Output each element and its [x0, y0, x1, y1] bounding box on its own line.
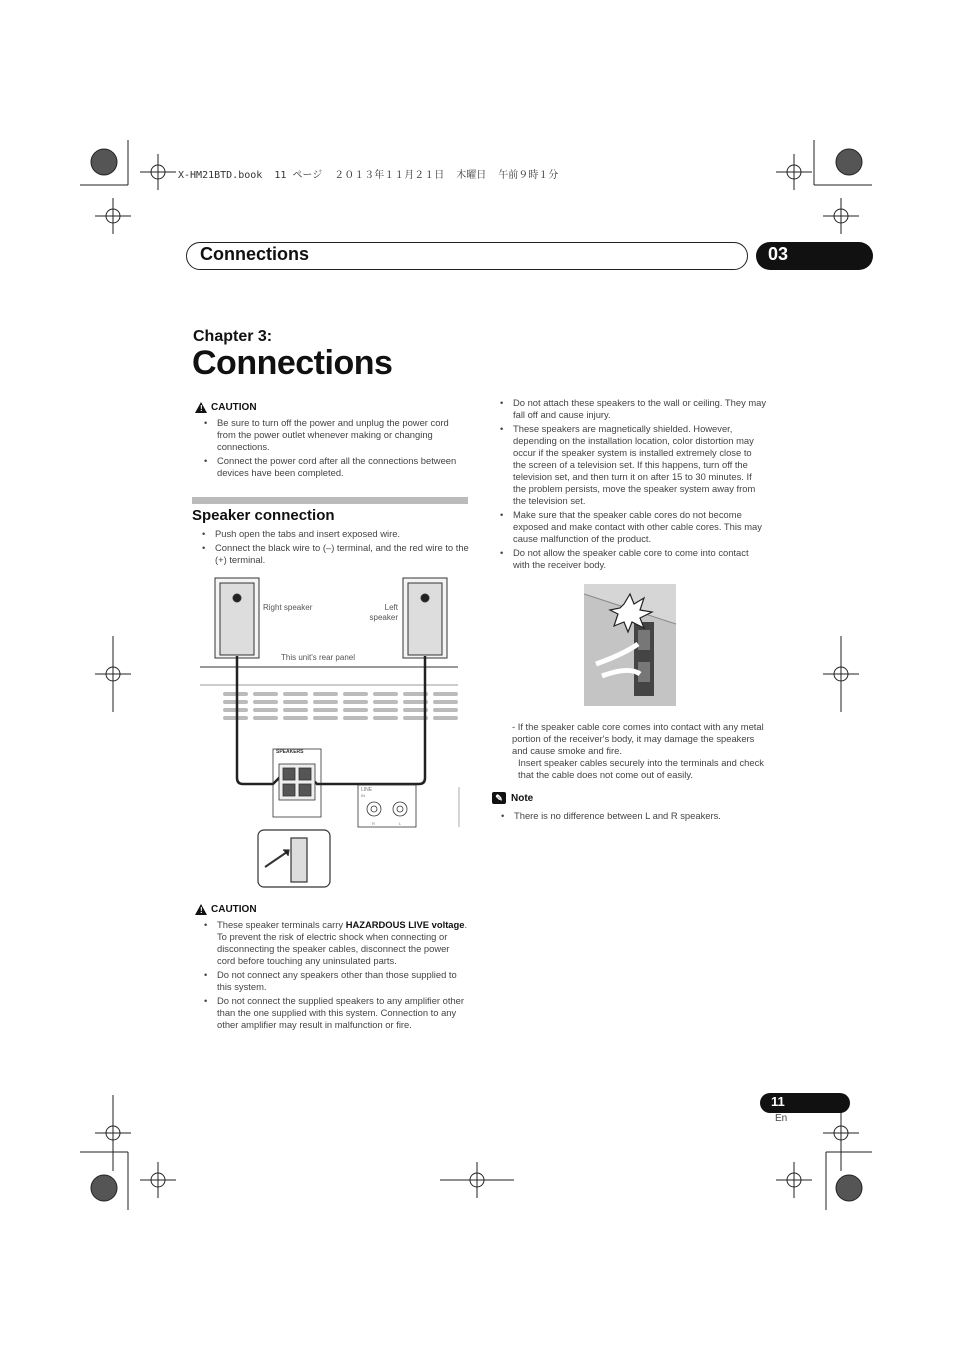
caution-list — [195, 919, 470, 1031]
line-l-label: L — [399, 821, 402, 826]
page-title: Connections — [192, 344, 393, 382]
section-title: Speaker connection — [192, 507, 335, 524]
caution-heading — [195, 904, 470, 915]
caution-label: CAUTION — [211, 402, 257, 413]
list-item: • Do not allow the speaker cable core to come into contact with the receiver body. — [491, 547, 767, 571]
list-item: • Make sure that the speaker cable cores do not become exposed and make contact with other cable cores. This may cause malfunction of the product. — [491, 509, 767, 545]
speaker-connection-diagram — [195, 572, 470, 892]
pencil-icon: ✎ — [492, 792, 506, 804]
warning-line: Insert speaker cables securely into the terminals and check that the cable does not come out of easily. — [518, 757, 764, 780]
list-item: • There is no difference between L and R speakers. — [492, 810, 768, 822]
list-item: • Do not connect any speakers other than those supplied to this system. — [195, 969, 470, 993]
caution-list — [195, 417, 470, 479]
section-divider — [192, 497, 468, 504]
right-speaker-label: Right speaker — [263, 603, 313, 612]
warning-triangle-icon: ! — [195, 402, 207, 413]
list-item: • Be sure to turn off the power and unplug the power cord from the power outlet whenever making or changing connections. — [195, 417, 470, 453]
language-code: En — [775, 1113, 788, 1124]
list-item: • Connect the power cord after all the connections between devices have been completed. — [195, 455, 470, 479]
speaker-steps-list — [193, 528, 473, 568]
note-heading — [492, 792, 768, 804]
left-speaker-label: Left speaker — [369, 603, 398, 622]
chapter-label: Chapter 3: — [193, 328, 273, 345]
list-item: • These speaker terminals carry HAZARDOUS LIVE voltage. To prevent the risk of electric shock when connecting or disconnecting the speaker cables, disconnect the power cord before touching any uninsulated parts. — [195, 919, 470, 967]
caution-block-2 — [195, 904, 470, 1033]
caution-heading — [195, 402, 470, 413]
list-item: • Do not attach these speakers to the wall or ceiling. They may fall off and cause injury. — [491, 397, 767, 421]
line-r-label: R — [372, 821, 375, 826]
warning-line: - If the speaker cable core comes into contact with any metal portion of the receiver's body, it may damage the speakers and cause smoke and fire. — [512, 721, 764, 756]
note-list — [492, 810, 768, 822]
note-label: Note — [511, 792, 534, 804]
list-item: • Do not connect the supplied speakers to any amplifier other than the one supplied with this system. Connection to any other amplifier may result in malfunction or fire. — [195, 995, 470, 1031]
note-block — [492, 792, 768, 824]
speaker-warnings-list — [491, 397, 767, 573]
header-title: Connections — [200, 244, 310, 264]
rear-panel-label: This unit's rear panel — [281, 653, 356, 662]
line-in-label: IN — [361, 793, 365, 798]
list-item: • Connect the black wire to (–) terminal, and the red wire to the (+) terminal. — [193, 542, 473, 566]
chapter-number: 03 — [768, 244, 789, 264]
cable-contact-illustration — [584, 584, 676, 706]
page-number: 11 — [771, 1094, 785, 1109]
list-item: • Push open the tabs and insert exposed wire. — [193, 528, 473, 540]
list-item: • These speakers are magnetically shielded. However, depending on the installation location, color distortion may occur if the speaker system is installed extremely close to the screen of a television set. If this happens, turn off the television set, and then turn it on after 15 to 30 minutes. If the problem persists, move the speaker system away from the television set. — [491, 423, 767, 507]
warning-triangle-icon: ! — [195, 904, 207, 915]
caution-label: CAUTION — [211, 904, 257, 915]
caution-block-1 — [195, 402, 470, 481]
warning-paragraph — [512, 721, 768, 781]
speakers-terminal-label: SPEAKERS — [276, 749, 304, 755]
print-info-line: X-HM21BTD.book 11 ページ ２０１３年１１月２１日 木曜日 午前９時１分 — [178, 170, 559, 181]
line-label: LINE — [361, 787, 373, 793]
